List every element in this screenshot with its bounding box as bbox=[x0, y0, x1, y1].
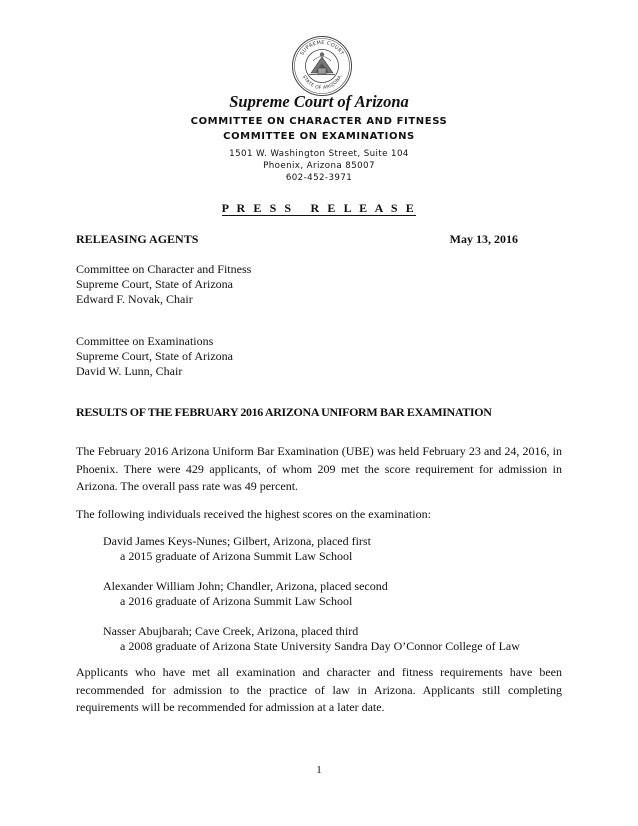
seal-top-text: SUPREME COURT bbox=[299, 39, 345, 57]
committee-character-fitness: COMMITTEE ON CHARACTER AND FITNESS bbox=[190, 116, 448, 127]
agent-2-court: Supreme Court, State of Arizona bbox=[76, 349, 233, 363]
page-number: 1 bbox=[316, 764, 322, 776]
releasing-agents-label: RELEASING AGENTS bbox=[76, 232, 199, 246]
court-name: Supreme Court of Arizona bbox=[229, 92, 409, 111]
scorer-2-name: Alexander William John; Chandler, Arizona, placed second bbox=[103, 579, 388, 593]
results-heading: RESULTS OF THE FEBRUARY 2016 ARIZONA UNIFORM BAR EXAMINATION bbox=[76, 405, 492, 419]
paragraph-exam-summary: The February 2016 Arizona Uniform Bar Examination (UBE) was held February 23 and 24, 2016, in Phoenix. There were 429 applicants, of whom 209 met the score requirement for admission in Arizona. The overall pass rate was 49 percent. bbox=[76, 444, 562, 493]
phone-number: 602-452-3971 bbox=[285, 173, 353, 183]
agent-2-chair: David W. Lunn, Chair bbox=[76, 364, 183, 378]
scorer-3-school: a 2008 graduate of Arizona State University Sandra Day O’Connor College of Law bbox=[120, 639, 520, 653]
scorer-3-name: Nasser Abujbarah; Cave Creek, Arizona, placed third bbox=[103, 624, 359, 638]
paragraph-admission: Applicants who have met all examination and character and fitness requirements have been recommended for admission to the practice of law in Arizona. Applicants still completing requirements will be recommended for admission at a later date. bbox=[76, 665, 562, 714]
agent-2-committee: Committee on Examinations bbox=[76, 334, 214, 348]
scorer-2-school: a 2016 graduate of Arizona Summit Law School bbox=[120, 594, 353, 608]
agent-1-chair: Edward F. Novak, Chair bbox=[76, 292, 193, 306]
scorer-1-school: a 2015 graduate of Arizona Summit Law School bbox=[120, 549, 353, 563]
release-date: May 13, 2016 bbox=[449, 232, 518, 246]
city-address: Phoenix, Arizona 85007 bbox=[263, 161, 375, 171]
court-seal-icon bbox=[291, 35, 353, 97]
agent-1-committee: Committee on Character and Fitness bbox=[76, 262, 252, 276]
scorer-1-name: David James Keys-Nunes; Gilbert, Arizona, placed first bbox=[103, 534, 371, 548]
agent-1-court: Supreme Court, State of Arizona bbox=[76, 277, 233, 291]
press-release-title bbox=[0, 201, 638, 216]
press-release-label: P R E S S R E L E A S E bbox=[221, 201, 417, 215]
street-address: 1501 W. Washington Street, Suite 104 bbox=[229, 149, 409, 159]
seal-bottom-text: STATE OF ARIZONA bbox=[300, 74, 344, 92]
paragraph-top-scorers-intro: The following individuals received the highest scores on the examination: bbox=[76, 507, 431, 521]
committee-examinations: COMMITTEE ON EXAMINATIONS bbox=[223, 131, 415, 142]
